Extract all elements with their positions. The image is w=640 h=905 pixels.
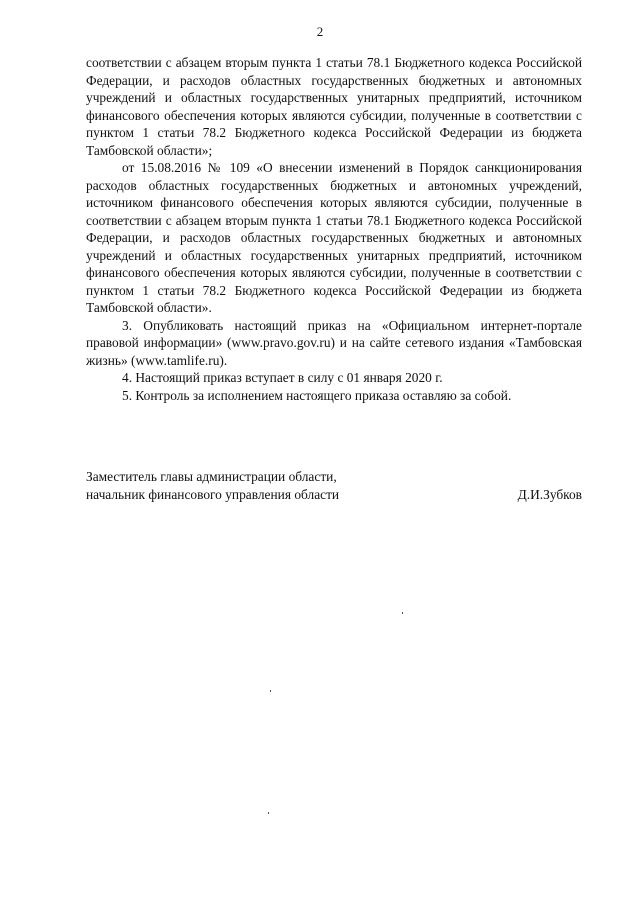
paragraph-order-2016: от 15.08.2016 № 109 «О внесении изменений в Порядок санкционирования расходов областных государственных бюджетных и автономных учреждений, источником финансового обеспечения которых являются субсидии, полученные в соответствии с абзацем вторым пункта 1 статьи 78.1 Бюджетного кодекса Российской Федерации, и расходов областных государственных бюджетных и автономных учреждений и областных государственных унитарных предприятий, источником финансового обеспечения которых являются субсидии, полученные в соответствии с пунктом 1 статьи 78.2 Бюджетного кодекса Российской Федерации из бюджета Тамбовской области». [86, 160, 582, 315]
signatory-position-line-1: Заместитель главы администрации области, [86, 469, 337, 484]
paragraph-item-5-control: 5. Контроль за исполнением настоящего приказа оставляю за собой. [122, 387, 512, 403]
signatory-name: Д.И.Зубков [517, 486, 582, 502]
paragraph-item-3-publish: 3. Опубликовать настоящий приказ на «Официальном интернет-портале правовой информации» (www.pravo.gov.ru) и на сайте сетевого издания «Тамбовская жизнь» (www.tamlife.ru). [86, 317, 582, 368]
signature-block [86, 468, 582, 503]
scan-speck [268, 812, 269, 814]
document-body [86, 54, 582, 404]
paragraph-item-4-effective-date: 4. Настоящий приказ вступает в силу с 01 января 2020 г. [122, 370, 443, 385]
page-number: 2 [316, 24, 324, 39]
signatory-position-line-2: начальник финансового управления области [86, 486, 340, 502]
paragraph-continuation: соответствии с абзацем вторым пункта 1 статьи 78.1 Бюджетного кодекса Российской Федерации, и расходов областных государственных бюджетных и автономных учреждений и областных государственных унитарных предприятий, источником финансового обеспечения которых являются субсидии, полученные в соответствии с пунктом 1 статьи 78.2 Бюджетного кодекса Российской Федерации из бюджета Тамбовской области»; [86, 55, 582, 158]
scan-speck [402, 612, 403, 614]
signature-row [86, 486, 582, 504]
scan-speck [270, 690, 271, 692]
